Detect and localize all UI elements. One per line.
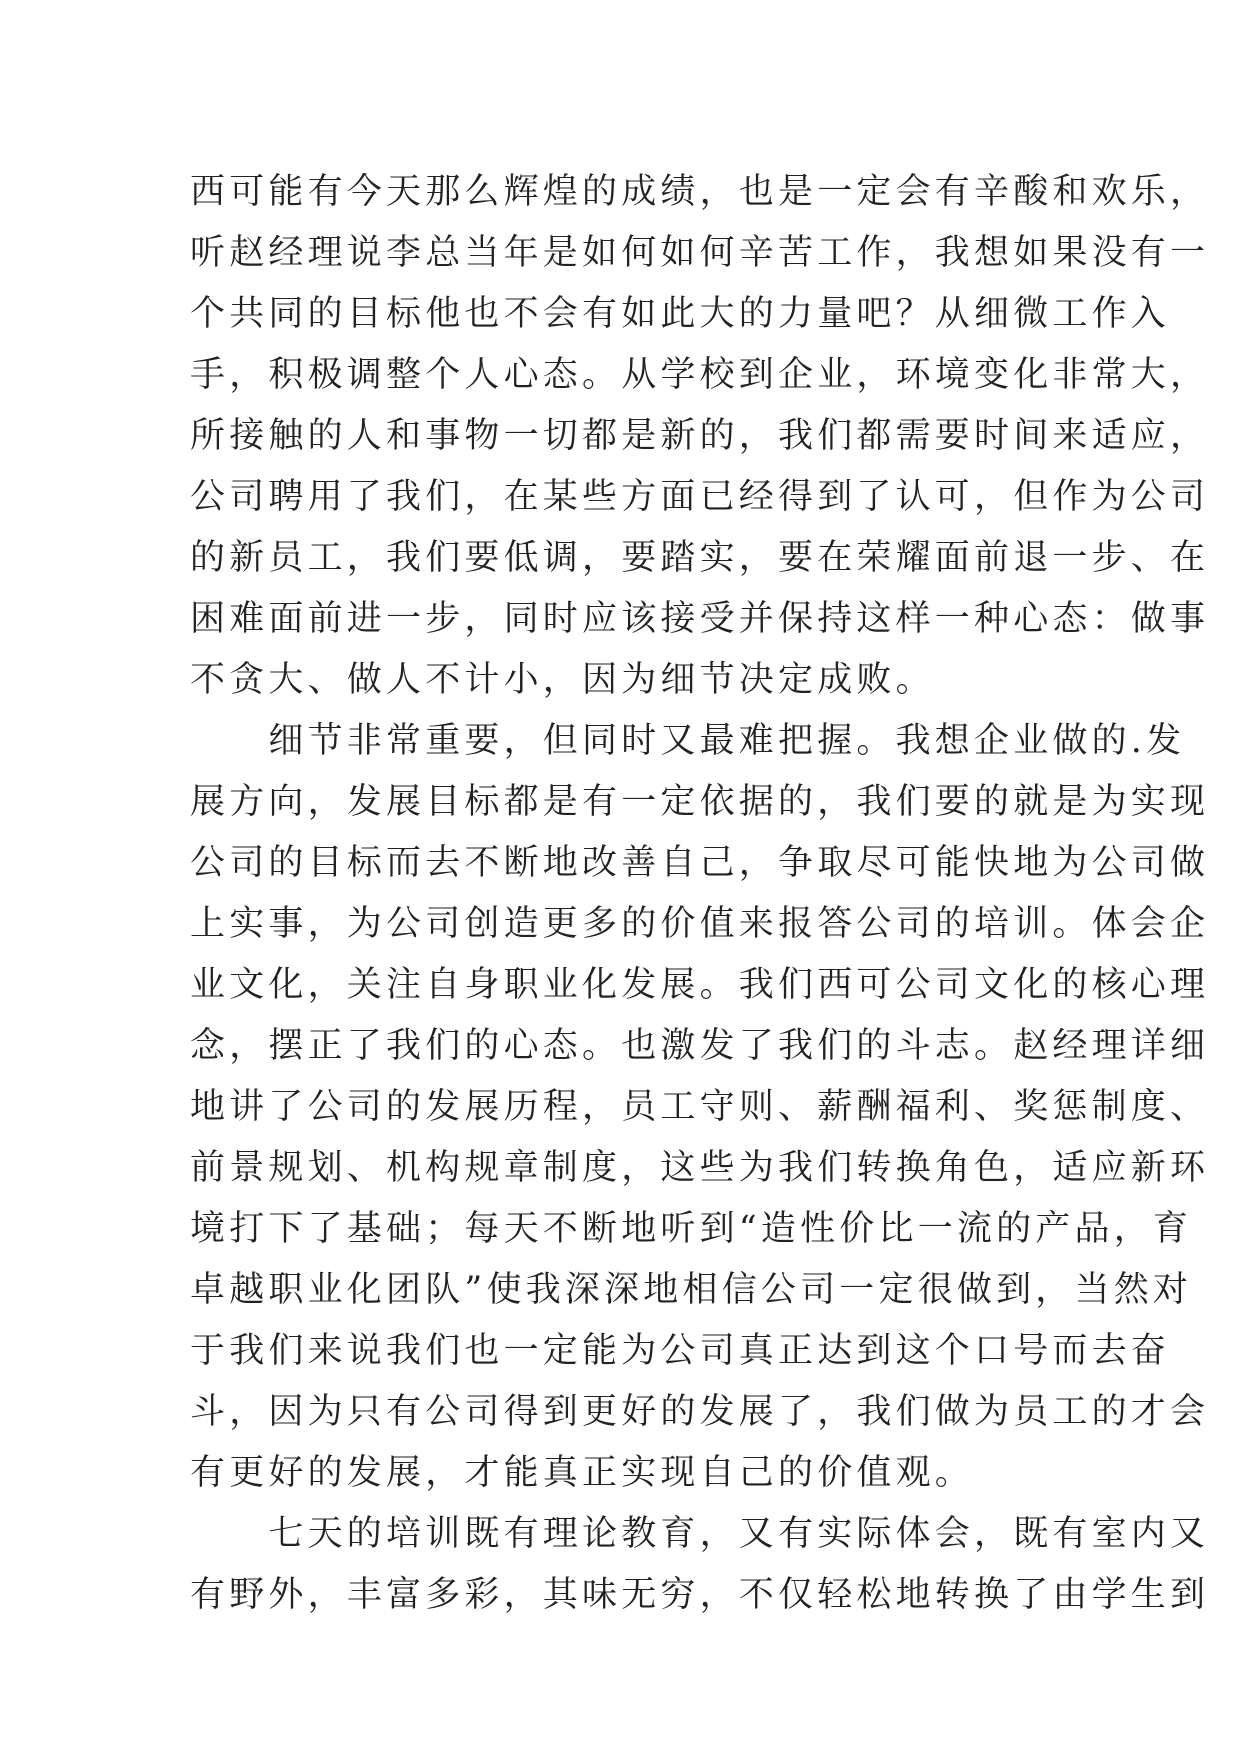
text-line: 听赵经理说李总当年是如何如何辛苦工作，我想如果没有一 [190,233,1210,273]
text-line: 所接触的人和事物一切都是新的，我们都需要时间来适应， [190,416,1210,456]
text-line: 地讲了公司的发展历程，员工守则、薪酬福利、奖惩制度、 [190,1087,1210,1127]
text-line: 公司聘用了我们，在某些方面已经得到了认可，但作为公司 [190,477,1210,517]
text-line: 困难面前进一步，同时应该接受并保持这样一种心态：做事 [190,599,1210,639]
text-line: 业文化，关注自身职业化发展。我们西可公司文化的核心理 [190,965,1210,1005]
text-line: 不贪大、做人不计小，因为细节决定成败。 [190,660,935,700]
text-line: 展方向，发展目标都是有一定依据的，我们要的就是为实现 [190,782,1210,822]
text-line: 七天的培训既有理论教育，又有实际体会，既有室内又 [190,1514,1210,1554]
text-line: 的新员工，我们要低调，要踏实，要在荣耀面前退一步、在 [190,538,1210,578]
text-line: 西可能有今天那么辉煌的成绩，也是一定会有辛酸和欢乐， [190,172,1210,212]
text-line: 卓越职业化团队”使我深深地相信公司一定很做到，当然对 [190,1270,1193,1310]
text-line: 斗，因为只有公司得到更好的发展了，我们做为员工的才会 [190,1392,1210,1432]
text-line: 有野外，丰富多彩，其味无穷，不仅轻松地转换了由学生到 [190,1575,1210,1615]
text-line: 手，积极调整个人心态。从学校到企业，环境变化非常大， [190,355,1210,395]
text-line: 细节非常重要，但同时又最难把握。我想企业做的.发 [190,721,1186,761]
text-line: 念，摆正了我们的心态。也激发了我们的斗志。赵经理详细 [190,1026,1210,1066]
text-line: 个共同的目标他也不会有如此大的力量吧？从细微工作入 [190,294,1171,334]
text-line: 境打下了基础；每天不断地听到“造性价比一流的产品，育 [190,1209,1193,1249]
text-line: 有更好的发展，才能真正实现自己的价值观。 [190,1453,975,1493]
text-line: 于我们来说我们也一定能为公司真正达到这个口号而去奋 [190,1331,1171,1371]
text-line: 上实事，为公司创造更多的价值来报答公司的培训。体会企 [190,904,1210,944]
text-line: 前景规划、机构规章制度，这些为我们转换角色，适应新环 [190,1148,1210,1188]
body-text [190,162,1210,1626]
text-line: 公司的目标而去不断地改善自己，争取尽可能快地为公司做 [190,843,1210,883]
